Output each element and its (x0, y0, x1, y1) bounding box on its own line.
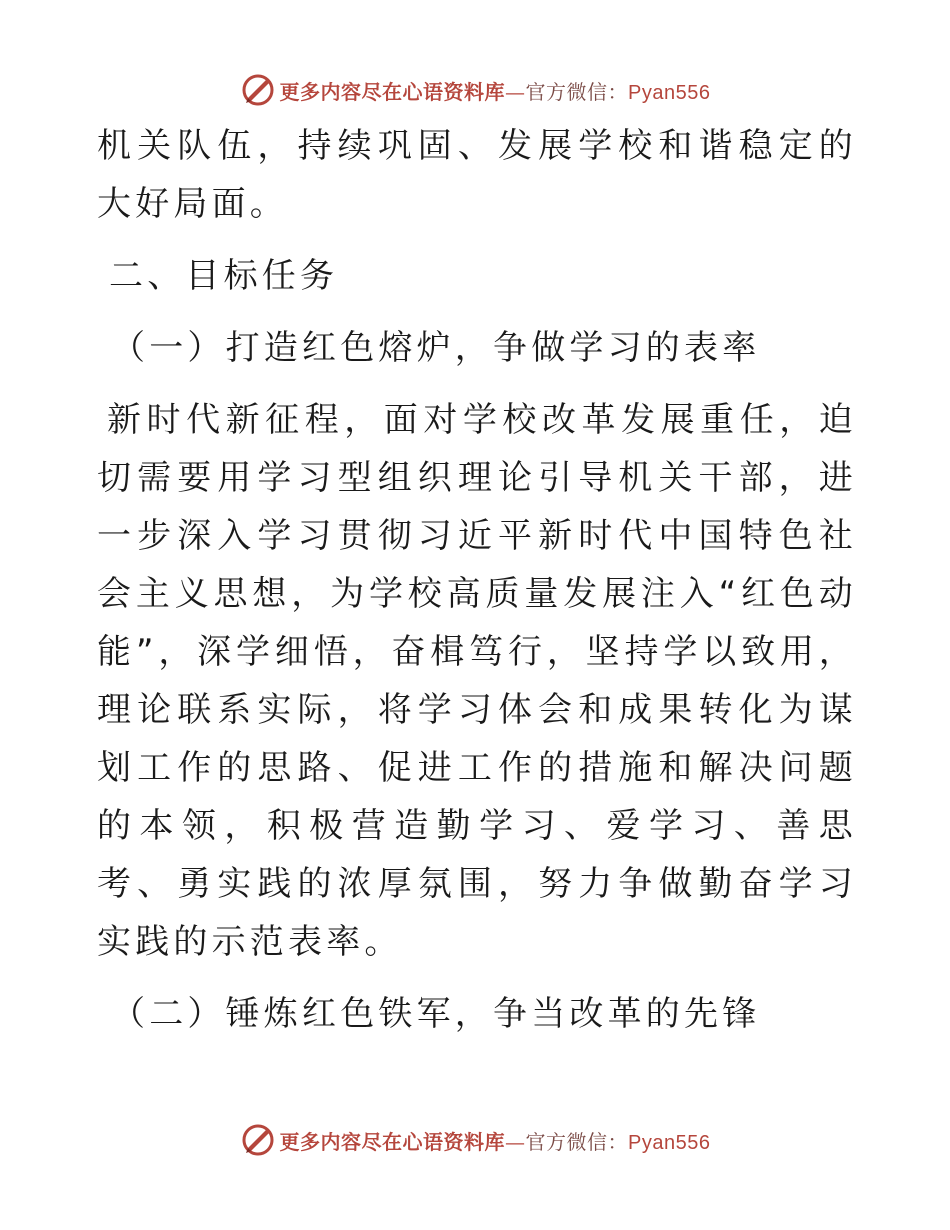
footer-brand: 更多内容尽在心语资料库 (279, 1129, 506, 1154)
footer-banner-text (280, 1126, 711, 1155)
subsection-heading-2: （二）锤炼红色铁军，争当改革的先锋 (111, 994, 761, 1034)
header-banner (0, 70, 950, 110)
paragraph-learning: 新时代新征程，面对学校改革发展重任，迫切需要用学习型组织理论引导机关干部，进一步深入学习贯彻习近平新时代中国特色社会主义思想，为学校高质量发展注入“红色动能”，深学细悟，奋楫笃行，坚持学以致用，理论联系实际，将学习体会和成果转化为谋划工作的思路、促进工作的措施和解决问题的本领，积极营造勤学习、爱学习、善思考、勇实践的浓厚氛围，努力争做勤奋学习实践的示范表率。 (97, 400, 857, 962)
header-banner-text (280, 76, 711, 105)
footer-wechat-label: 官方微信： (525, 1129, 629, 1154)
document-body (97, 117, 857, 1043)
header-wechat-id: Pyan556 (628, 81, 711, 104)
subsection-heading-1: （一）打造红色熔炉，争做学习的表率 (111, 328, 761, 368)
footer-wechat-id: Pyan556 (628, 1131, 711, 1154)
header-brand: 更多内容尽在心语资料库 (279, 79, 506, 104)
pen-logo-icon (240, 1122, 276, 1158)
section-heading: 二、目标任务 (109, 256, 339, 296)
pen-logo-icon (240, 72, 276, 108)
footer-separator: — (505, 1129, 526, 1154)
header-separator: — (505, 79, 526, 104)
footer-banner (0, 1120, 950, 1160)
paragraph-continuation: 机关队伍，持续巩固、发展学校和谐稳定的大好局面。 (97, 126, 857, 224)
header-wechat-label: 官方微信： (525, 79, 629, 104)
